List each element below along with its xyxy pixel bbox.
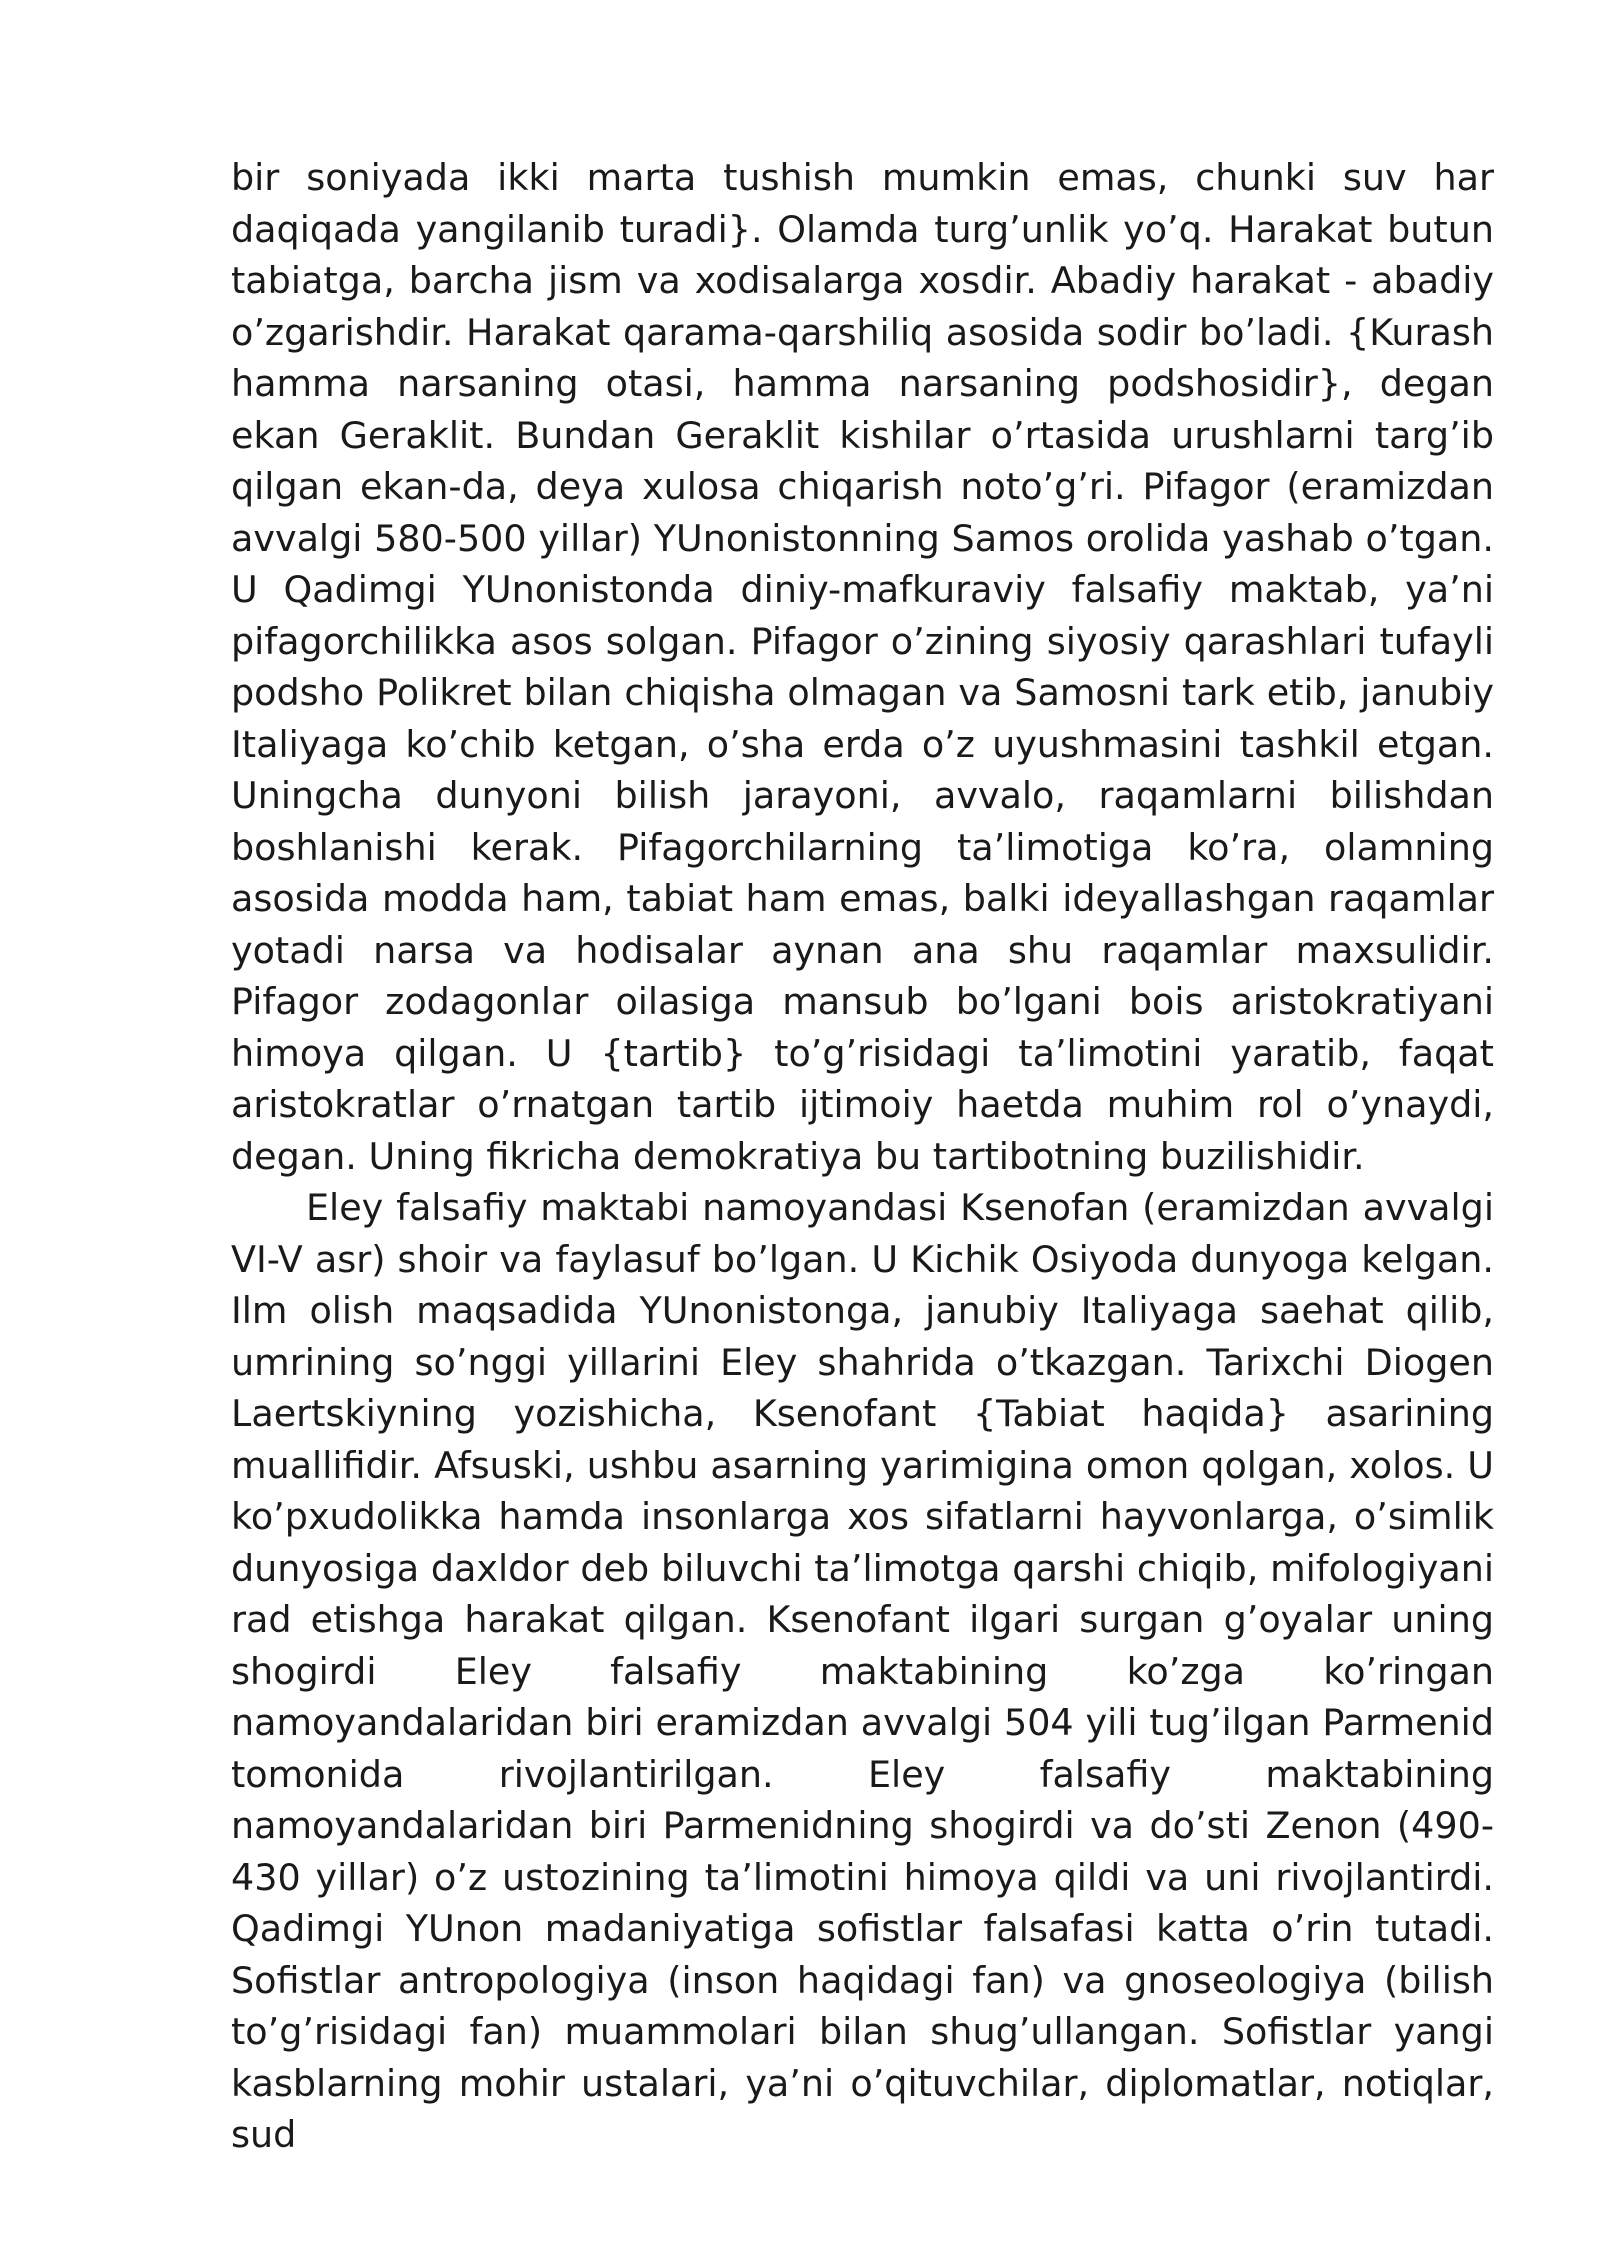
paragraph-1: bir soniyada ikki marta tushish mumkin emas, chunki suv har daqiqada yangilanib turadi}. Olamda turg’unlik yo’q. Harakat butun tabiatga, barcha jism va xodisalarga xosdir. Abadiy harakat - abadiy o’zgarishdir. Harakat qarama-qarshiliq asosida sodir bo’ladi. {Kurash hamma narsaning otasi, hamma narsaning podshosidir}, degan ekan Geraklit. Bundan Geraklit kishilar o’rtasida urushlarni targ’ib qilgan ekan-da, deya xulosa chiqarish noto’g’ri. Pifagor (eramizdan avvalgi 580-500 yillar) YUnonistonning Samos orolida yashab o’tgan. U Qadimgi YUnonistonda diniy-mafkuraviy falsafiy maktab, ya’ni pifagorchilikka asos solgan. Pifagor o’zining siyosiy qarashlari tufayli podsho Polikret bilan chiqisha olmagan va Samosni tark etib, janubiy Italiyaga ko’chib ketgan, o’sha erda o’z uyushmasini tashkil etgan. Uningcha dunyoni bilish jarayoni, avvalo, raqamlarni bilishdan boshlanishi kerak. Pifagorchilarning ta’limotiga ko’ra, olamning asosida modda ham, tabiat ham emas, balki ideyallashgan raqamlar yotadi narsa va hodisalar aynan ana shu raqamlar maxsulidir. Pifagor zodagonlar oilasiga mansub bo’lgani bois aristokratiyani himoya qilgan. U {tartib} to’g’risidagi ta’limotini yaratib, faqat aristokratlar o’rnatgan tartib ijtimoiy haetda muhim rol o’ynaydi, degan. Uning fikricha demokratiya bu tartibotning buzilishidir. bbox=[231, 156, 1494, 1178]
body-text bbox=[231, 152, 1494, 2161]
paragraph-2: Eley falsafiy maktabi namoyandasi Ksenofan (eramizdan avvalgi VI-V asr) shoir va faylasuf bo’lgan. U Kichik Osiyoda dunyoga kelgan. Ilm olish maqsadida YUnonistonga, janubiy Italiyaga saehat qilib, umrining so’nggi yillarini Eley shahrida o’tkazgan. Tarixchi Diogen Laertskiyning yozishicha, Ksenofant {Tabiat haqida} asarining muallifidir. Afsuski, ushbu asarning yarimigina omon qolgan, xolos. U ko’pxudolikka hamda insonlarga xos sifatlarni hayvonlarga, o’simlik dunyosiga daxldor deb biluvchi ta’limotga qarshi chiqib, mifologiyani rad etishga harakat qilgan. Ksenofant ilgari surgan g’oyalar uning shogirdi Eley falsafiy maktabining ko’zga ko’ringan namoyandalaridan biri eramizdan avvalgi 504 yili tug’ilgan Parmenid tomonida rivojlantirilgan. Eley falsafiy maktabining namoyandalaridan biri Parmenidning shogirdi va do’sti Zenon (490-430 yillar) o’z ustozining ta’limotini himoya qildi va uni rivojlantirdi. Qadimgi YUnon madaniyatiga sofistlar falsafasi katta o’rin tutadi. Sofistlar antropologiya (inson haqidagi fan) va gnoseologiya (bilish to’g’risidagi fan) muammolari bilan shug’ullangan. Sofistlar yangi kasblarning mohir ustalari, ya’ni o’qituvchilar, diplomatlar, notiqlar, sud bbox=[231, 1186, 1494, 2156]
